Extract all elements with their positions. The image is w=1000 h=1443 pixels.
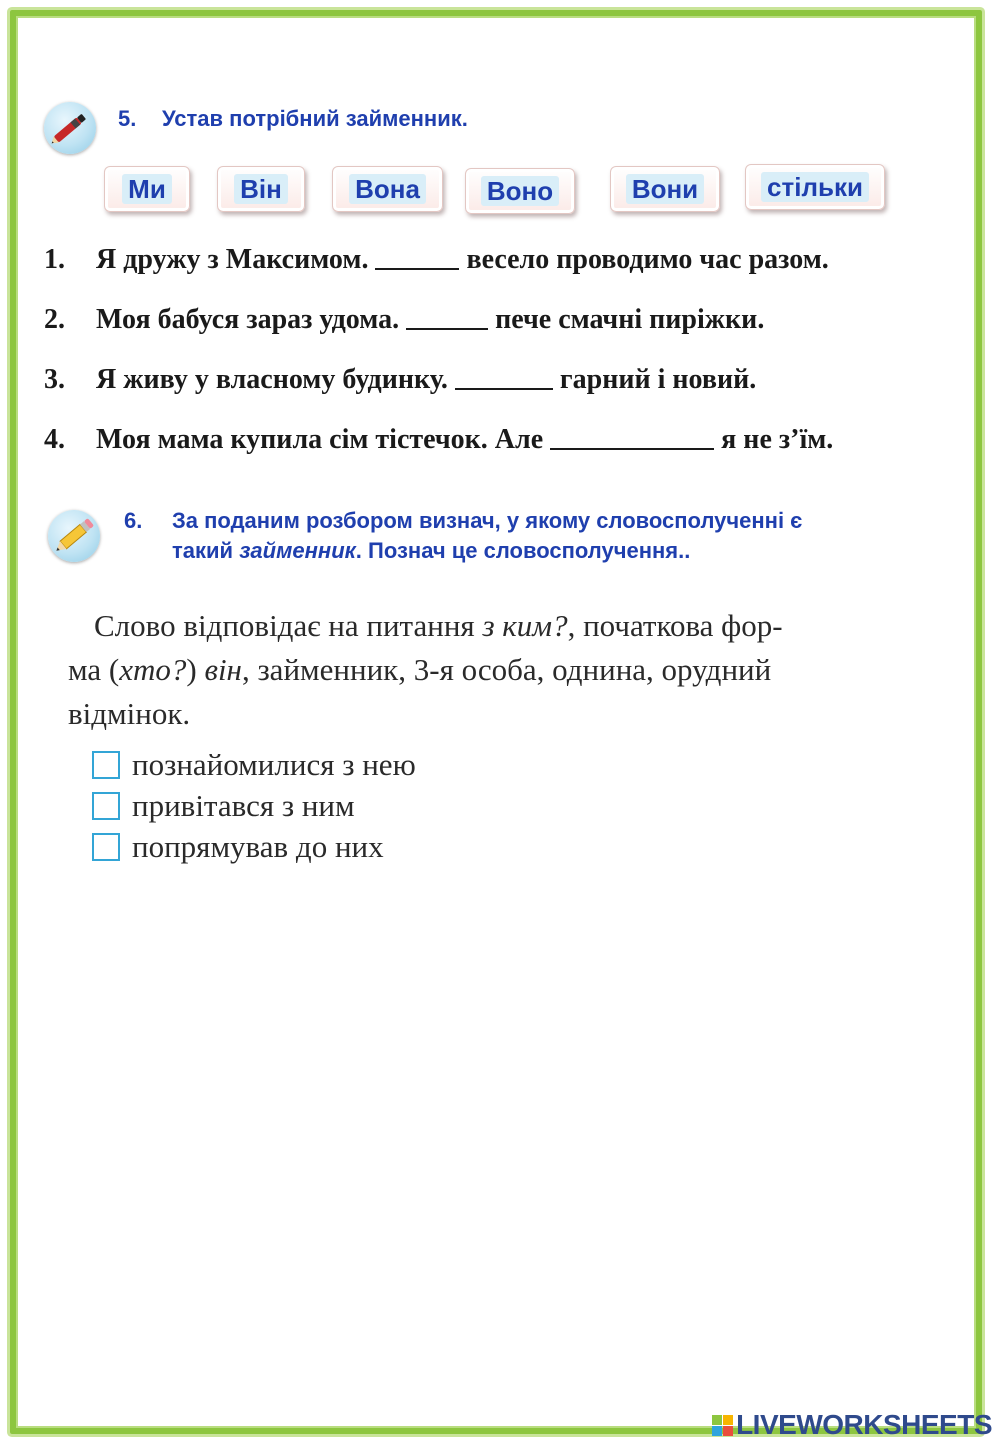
word-button-label: стільки (761, 172, 869, 202)
sentence-1 (44, 240, 829, 278)
option-label: привітався з ним (132, 788, 355, 823)
sentence-text-after: весело проводимо час разом. (466, 244, 829, 275)
answer-blank-4[interactable] (550, 420, 714, 450)
task6-number: 6. (124, 508, 143, 533)
analysis-text-part: ма ( (68, 652, 120, 687)
brand-text: LIVEWORKSHEETS (736, 1409, 992, 1440)
word-button-vony[interactable] (610, 166, 720, 212)
task6-title-text-2a: такий (172, 538, 234, 563)
sentence-text-after: я не з’їм. (721, 424, 834, 455)
sentence-number: 2. (44, 304, 65, 335)
task6-title-text-2b: . Познач це словосполучення.. (355, 538, 691, 563)
sentence-text-before: Я дружу з Максимом. (96, 244, 369, 275)
task5-title (118, 104, 468, 134)
sentence-text-after: гарний і новий. (559, 364, 757, 395)
analysis-text-part: , займенник, 3-я особа, однина, орудний (241, 652, 772, 687)
checkbox[interactable] (92, 751, 120, 779)
analysis-line-3: відмінок. (68, 696, 191, 731)
task5-number: 5. (118, 106, 137, 131)
answer-blank-2[interactable] (406, 300, 488, 330)
word-button-label: Він (234, 174, 288, 204)
pencil-icon (48, 510, 100, 562)
task6-title-line1 (124, 506, 944, 536)
analysis-italic-question: хто? (119, 652, 187, 687)
task6-title-emphasis: займенник (239, 538, 356, 563)
analysis-text-part: , початкова фор- (567, 608, 783, 643)
task5-title-text: Устав потрібний займенник. (162, 106, 468, 131)
sentence-number: 4. (44, 424, 65, 455)
word-button-vono[interactable] (465, 168, 575, 214)
word-button-label: Вони (626, 174, 704, 204)
analysis-text-part: Слово відповідає на питання (94, 608, 475, 643)
analysis-italic-word: він (204, 652, 242, 687)
word-button-my[interactable] (104, 166, 190, 212)
task6-title-line2 (124, 536, 944, 566)
word-button-label: Воно (481, 176, 559, 206)
sentence-text-before: Моя бабуся зараз удома. (96, 304, 400, 335)
sentence-number: 1. (44, 244, 65, 275)
word-button-label: Ми (122, 174, 172, 204)
analysis-text-part: ) (186, 652, 197, 687)
word-button-vin[interactable] (217, 166, 305, 212)
answer-blank-1[interactable] (375, 240, 459, 270)
word-button-vona[interactable] (332, 166, 443, 212)
answer-blank-3[interactable] (455, 360, 553, 390)
sentence-3 (44, 360, 756, 398)
word-button-stilky[interactable] (745, 164, 885, 210)
analysis-text (68, 604, 938, 736)
sentence-4 (44, 420, 833, 458)
liveworksheets-logo-icon (712, 1415, 733, 1436)
liveworksheets-brand (712, 1409, 992, 1441)
checkbox[interactable] (92, 833, 120, 861)
analysis-line-2 (68, 648, 938, 692)
analysis-line-1 (68, 604, 938, 648)
pen-icon (44, 102, 96, 154)
sentence-2 (44, 300, 764, 338)
task6-title (124, 506, 944, 566)
word-button-label: Вона (349, 174, 426, 204)
option-1[interactable] (92, 744, 416, 786)
sentence-number: 3. (44, 364, 65, 395)
option-3[interactable] (92, 826, 384, 868)
sentence-text-after: пече смачні пиріжки. (495, 304, 765, 335)
option-2[interactable] (92, 785, 355, 827)
option-label: попрямував до них (132, 829, 384, 864)
task6-title-text-1: За поданим розбором визнач, у якому словосполученні є (172, 508, 803, 533)
analysis-italic-question: з ким? (482, 608, 568, 643)
sentence-text-before: Моя мама купила сім тістечок. Але (96, 424, 544, 455)
option-label: познайомилися з нею (132, 747, 416, 782)
checkbox[interactable] (92, 792, 120, 820)
sentence-text-before: Я живу у власному будинку. (96, 364, 448, 395)
